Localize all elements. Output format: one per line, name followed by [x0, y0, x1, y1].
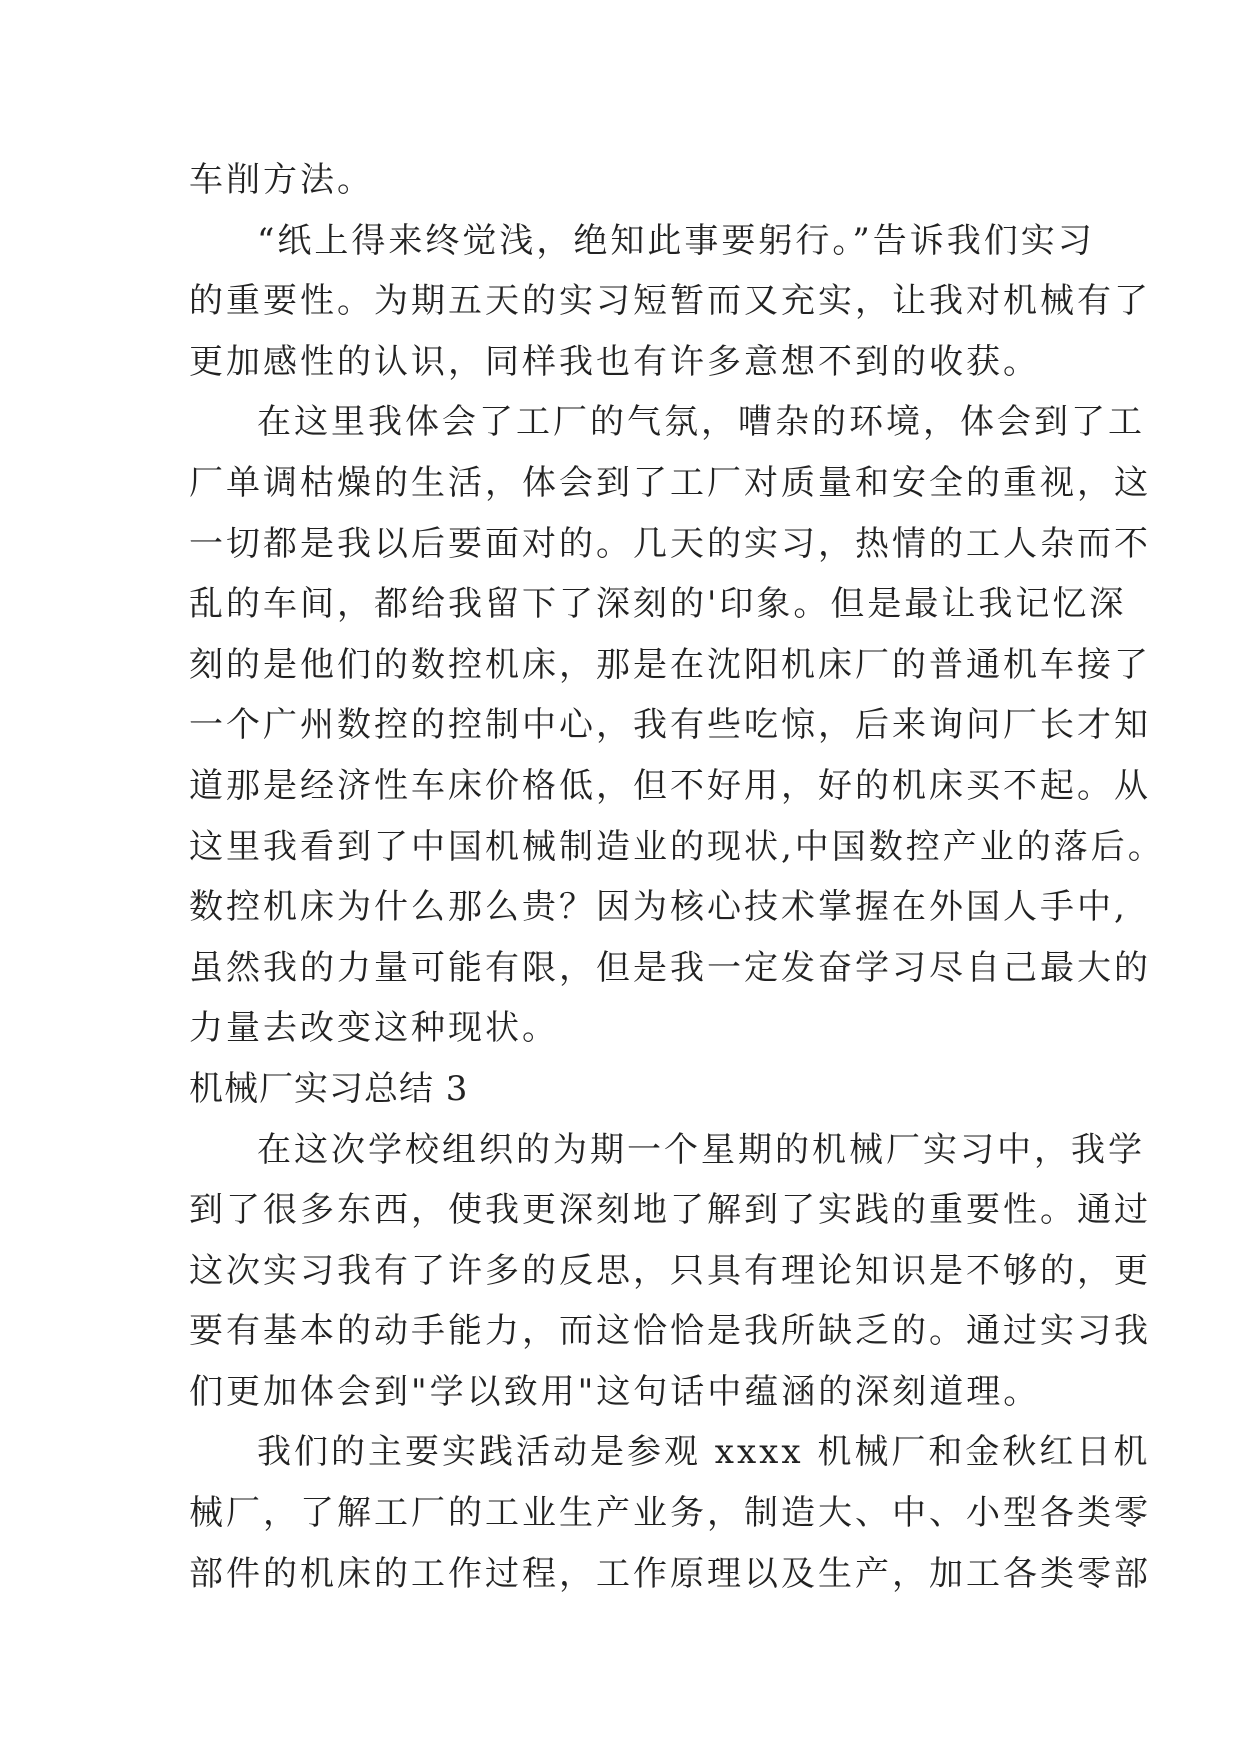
text-line: 车削方法。: [189, 160, 374, 200]
text-line: 们更加体会到"学以致用"这句话中蕴涵的深刻道理。: [189, 1371, 1041, 1412]
text-line: 一个广州数控的控制中心，我有些吃惊，后来询问厂长才知: [189, 705, 1151, 746]
text-line: 虽然我的力量可能有限，但是我一定发奋学习尽自己最大的: [189, 947, 1151, 988]
text-line: 部件的机床的工作过程，工作原理以及生产，加工各类零部: [189, 1553, 1151, 1594]
text-line: 道那是经济性车床价格低，但不好用，好的机床买不起。从: [189, 765, 1151, 806]
text-line: 一切都是我以后要面对的。几天的实习，热情的工人杂而不: [189, 523, 1151, 564]
paragraph-start-line: 在这次学校组织的为期一个星期的机械厂实习中，我学: [257, 1129, 1145, 1170]
paragraph-start-line: “纸上得来终觉浅，绝知此事要躬行。”告诉我们实习: [257, 220, 1095, 261]
text-line: 乱的车间，都给我留下了深刻的'印象。但是最让我记忆深: [189, 584, 1127, 625]
text-line: 要有基本的动手能力，而这恰恰是我所缺乏的。通过实习我: [189, 1311, 1151, 1352]
text-line: 力量去改变这种现状。: [189, 1008, 559, 1049]
text-line: 这次实习我有了许多的反思，只具有理论知识是不够的，更: [189, 1250, 1151, 1291]
text-line: 数控机床为什么那么贵？因为核心技术掌握在外国人手中,: [189, 887, 1128, 928]
text-line: 厂单调枯燥的生活，体会到了工厂对质量和安全的重视，这: [189, 462, 1151, 503]
section-heading: 机械厂实习总结 3: [189, 1068, 469, 1109]
text-line: 刻的是他们的数控机床，那是在沈阳机床厂的普通机车接了: [189, 644, 1151, 685]
paragraph-start-line: 在这里我体会了工厂的气氛，嘈杂的环境，体会到了工: [257, 402, 1145, 443]
text-line: 更加感性的认识，同样我也有许多意想不到的收获。: [189, 341, 1040, 382]
text-line: 这里我看到了中国机械制造业的现状,中国数控产业的落后。: [189, 826, 1165, 867]
paragraph-start-line: 我们的主要实践活动是参观 xxxx 机械厂和金秋红日机: [257, 1432, 1151, 1473]
text-line: 械厂，了解工厂的工业生产业务，制造大、中、小型各类零: [189, 1493, 1151, 1534]
document-body: [189, 150, 1165, 1604]
text-line: 到了很多东西，使我更深刻地了解到了实践的重要性。通过: [189, 1190, 1151, 1231]
text-line: 的重要性。为期五天的实习短暂而又充实，让我对机械有了: [189, 281, 1151, 322]
